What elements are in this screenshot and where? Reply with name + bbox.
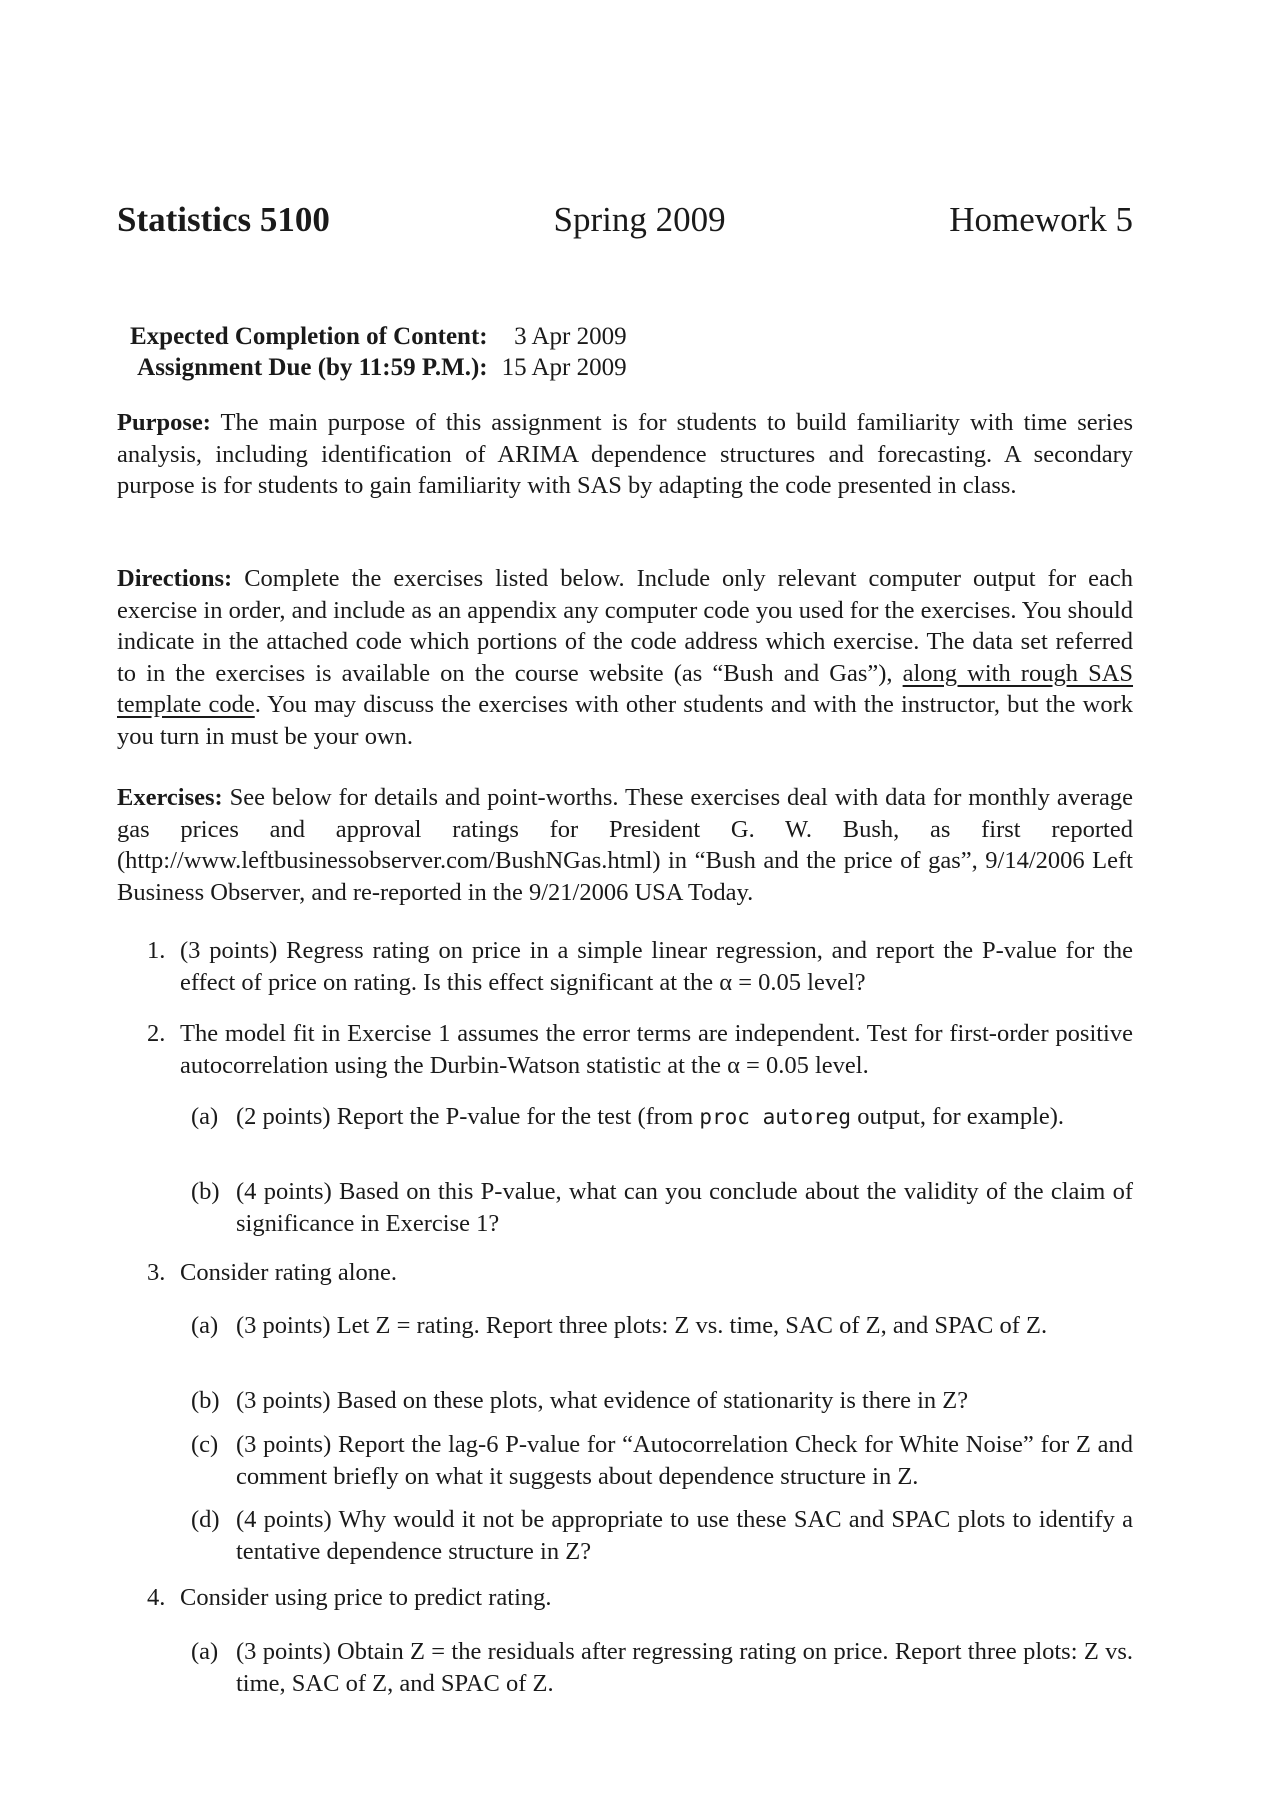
exercise-text: Consider rating alone. [180, 1259, 398, 1286]
directions-text-end: . You may discuss the exercises with other students and with the instructor, but the work you turn in must be your own. [117, 691, 1133, 750]
exercise-number: 4. [147, 1584, 166, 1611]
directions-paragraph [117, 563, 1133, 752]
subitem-text: (4 points) Why would it not be appropriate to use these SAC and SPAC plots to identify a tentative dependence structure in Z? [236, 1506, 1133, 1565]
dates-block [130, 321, 639, 383]
subitem-text: (3 points) Obtain Z = the residuals after regressing rating on price. Report three plots: Z vs. time, SAC of Z, and SPAC of Z. [236, 1638, 1133, 1697]
exercises-text: See below for details and point-worths. These exercises deal with data for monthly average gas prices and approval ratings for President G. W. Bush, as first reported (http://www.leftbusinessobserver.com/BushNGas.html) in “Bush and the price of gas”, 9/14/2006 Left Business Observer, and re-reported in the 9/21/2006 USA Today. [117, 784, 1133, 906]
subitem-label: (a) [191, 1103, 219, 1130]
subitem-label: (a) [191, 1638, 219, 1665]
exercise-text: (3 points) Regress rating on price in a simple linear regression, and report the P-value for the effect of price on rating. Is this effect significant at the α = 0.05 level? [180, 937, 1133, 996]
due-date: 15 Apr 2009 [501, 354, 627, 381]
subitem-label: (b) [191, 1178, 220, 1205]
exercise-number: 3. [147, 1259, 166, 1286]
directions-text: Complete the exercises listed below. Include only relevant computer output for each exercise in order, and include as an appendix any computer code you used for the exercises. You should indicate in the attached code which portions of the code address which exercise. The data set referred to in the exercises is available on the course website (as “Bush and Gas”), [117, 565, 1134, 687]
subitem-text: (2 points) Report the P-value for the test (from proc autoreg output, for example). [236, 1103, 1065, 1130]
page-header [117, 200, 1133, 250]
exercise-number: 2. [147, 1020, 166, 1047]
exercises-label: Exercises: [117, 784, 223, 811]
purpose-label: Purpose: [117, 409, 211, 436]
due-label: Assignment Due (by 11:59 P.M.): [137, 354, 488, 381]
subitem-text: (3 points) Let Z = rating. Report three plots: Z vs. time, SAC of Z, and SPAC of Z. [236, 1312, 1048, 1339]
subitem-text: (3 points) Based on these plots, what evidence of stationarity is there in Z? [236, 1387, 969, 1414]
subitem-text: (3 points) Report the lag-6 P-value for “Autocorrelation Check for White Noise” for Z and comment briefly on what it suggests about dependence structure in Z. [236, 1431, 1133, 1490]
assignment-title: Homework 5 [949, 200, 1133, 239]
purpose-text: The main purpose of this assignment is for students to build familiarity with time series analysis, including identification of ARIMA dependence structures and forecasting. A secondary purpose is for students to gain familiarity with SAS by adapting the code presented in class. [117, 409, 1133, 499]
subitem-label: (a) [191, 1312, 219, 1339]
exercise-number: 1. [147, 937, 166, 964]
subitem-label: (d) [191, 1506, 220, 1533]
subitem-label: (c) [191, 1431, 219, 1458]
purpose-paragraph [117, 407, 1133, 502]
exercise-text: The model fit in Exercise 1 assumes the error terms are independent. Test for first-order positive autocorrelation using the Durbin-Watson statistic at the α = 0.05 level. [180, 1020, 1133, 1079]
directions-label: Directions: [117, 565, 233, 592]
subitem-text: (4 points) Based on this P-value, what can you conclude about the validity of the claim of significance in Exercise 1? [236, 1178, 1133, 1237]
exercise-text: Consider using price to predict rating. [180, 1584, 552, 1611]
subitem-label: (b) [191, 1387, 220, 1414]
completion-date: 3 Apr 2009 [514, 323, 627, 350]
template-code-link[interactable]: along with rough SAS template code [117, 659, 1134, 718]
proc-autoreg-code: proc autoreg [699, 1105, 852, 1129]
completion-label: Expected Completion of Content: [130, 323, 488, 350]
exercises-paragraph [117, 782, 1133, 908]
course-title: Statistics 5100 [117, 200, 330, 239]
term: Spring 2009 [553, 200, 726, 239]
